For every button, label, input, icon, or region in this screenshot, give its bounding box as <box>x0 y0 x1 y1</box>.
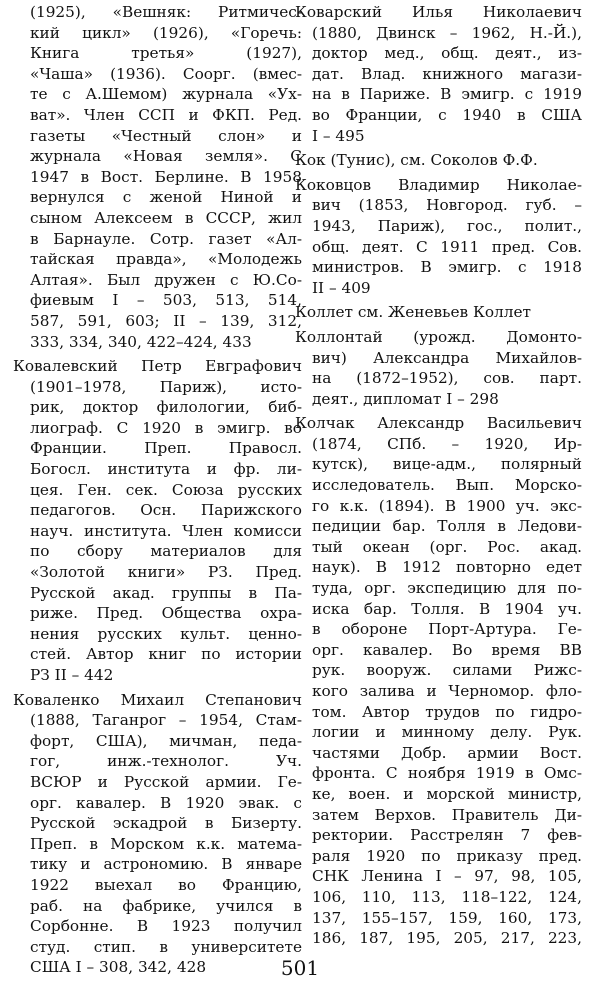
dictionary-entry <box>295 413 582 948</box>
entry-line: Коковцов Владимир Николае- <box>295 175 582 194</box>
entry-line: сыном Алексеем в СССР, жил <box>30 208 302 227</box>
entry-line: газеты «Честный слон» и <box>30 126 302 145</box>
entry-line: Русской акад. группы в Па- <box>30 583 302 602</box>
entry-line: цея. Ген. сек. Союза русских <box>30 480 302 499</box>
entry-line: 333, 334, 340, 422–424, 433 <box>30 332 252 351</box>
entry-line: Коваленко Михаил Степанович <box>13 690 302 709</box>
entry-line: журнала «Новая земля». С <box>30 147 302 166</box>
entry-line: Кок (Тунис), см. Соколов Ф.Ф. <box>295 151 538 170</box>
entry-line: 1947 в Вост. Берлине. В 1958 <box>30 167 302 186</box>
entry-line: 137, 155–157, 159, 160, 173, <box>312 908 582 927</box>
entry-line: кий цикл» (1926), «Горечь: <box>30 23 302 42</box>
entry-line: вич) Александра Михайлов- <box>312 348 582 367</box>
entry-line: рук. вооруж. силами Рижс- <box>312 661 582 680</box>
dictionary-entry <box>295 2 582 146</box>
entry-line: 1943, Париж), гос., полит., <box>312 216 582 235</box>
entry-line: фиевым I – 503, 513, 514, <box>30 291 302 310</box>
entry-line: Колчак Александр Васильевич <box>295 414 582 433</box>
entry-line: (1925), «Вешняк: Ритмичес- <box>30 3 302 21</box>
dictionary-entry <box>295 327 582 409</box>
entry-line: общ. деят. С 1911 пред. Сов. <box>312 237 582 256</box>
entry-line: затем Верхов. Правитель Ди- <box>312 805 582 824</box>
dictionary-entry <box>295 302 582 323</box>
entry-line: доктор мед., общ. деят., из- <box>312 44 582 63</box>
entry-line: Коллет см. Женевьев Коллет <box>295 303 532 322</box>
entry-line: ректории. Расстрелян 7 фев- <box>312 826 582 845</box>
entry-line: дат. Влад. книжного магази- <box>312 64 582 83</box>
entry-line: в Барнауле. Сотр. газет «Ал- <box>30 229 302 248</box>
entry-line: Русской эскадрой в Бизерту. <box>30 814 302 833</box>
entry-line: (1880, Двинск – 1962, Н.-Й.), <box>312 23 582 42</box>
entry-line: наук). В 1912 повторно едет <box>312 558 582 577</box>
entry-line: вернулся с женой Ниной и <box>30 188 302 207</box>
entry-line: Преп. в Морском к.к. матема- <box>30 834 302 853</box>
entry-line: министров. В эмигр. с 1918 <box>312 258 582 277</box>
entry-line: форт, США), мичман, педа- <box>30 731 302 750</box>
entry-line: по сбору материалов для <box>30 542 302 561</box>
entry-line: педиции бар. Толля в Ледови- <box>312 517 582 536</box>
entry-line: исследователь. Вып. Морско- <box>312 476 582 495</box>
entry-line: кутск), вице-адм., полярный <box>312 455 582 474</box>
dictionary-entry <box>30 2 302 352</box>
entry-line: I – 495 <box>312 126 365 145</box>
entry-line: том. Автор трудов по гидро- <box>312 702 582 721</box>
right-column <box>295 2 582 953</box>
entry-line: РЗ II – 442 <box>30 666 114 684</box>
entry-line: (1874, СПб. – 1920, Ир- <box>312 434 582 453</box>
entry-line: Богосл. института и фр. ли- <box>30 460 302 479</box>
entry-line: го к.к. (1894). В 1900 уч. экс- <box>312 496 582 515</box>
entry-line: раб. на фабрике, учился в <box>30 896 302 915</box>
entry-line: тайская правда», «Молодежь <box>30 250 302 269</box>
entry-line: туда, орг. экспедицию для по- <box>312 579 582 598</box>
entry-line: педагогов. Осн. Парижского <box>30 501 302 520</box>
entry-line: частями Добр. армии Вост. <box>312 743 582 762</box>
entry-line: 186, 187, 195, 205, 217, 223, <box>312 929 582 948</box>
entry-line: ВСЮР и Русской армии. Ге- <box>30 772 302 791</box>
entry-line: II – 409 <box>312 278 371 297</box>
entry-line: рик, доктор филологии, биб- <box>30 398 302 417</box>
entry-line: тику и астрономию. В январе <box>30 855 302 874</box>
entry-line: на (1872–1952), сов. парт. <box>312 369 582 388</box>
entry-line: раля 1920 по приказу пред. <box>312 846 582 865</box>
entry-line: США I – 308, 342, 428 <box>30 958 207 977</box>
entry-line: Ковалевский Петр Евграфович <box>13 357 302 376</box>
entry-line: 106, 110, 113, 118–122, 124, <box>312 887 582 906</box>
entry-line: риже. Пред. Общества охра- <box>30 604 302 623</box>
entry-line: 587, 591, 603; II – 139, 312, <box>30 311 302 330</box>
entry-line: тый океан (орг. Рос. акад. <box>312 537 582 556</box>
entry-line: ке, воен. и морской министр, <box>312 784 582 803</box>
entry-line: Сорбонне. В 1923 получил <box>30 917 302 936</box>
dictionary-entry <box>13 356 302 686</box>
entry-line: гог, инж.-технолог. Уч. <box>30 752 302 771</box>
entry-line: иска бар. Толля. В 1904 уч. <box>312 599 582 618</box>
entry-line: логии и минному делу. Рук. <box>312 723 582 742</box>
entry-line: орг. кавалер. Во время ВВ <box>312 640 582 659</box>
entry-line: нения русских культ. ценно- <box>30 624 302 643</box>
dictionary-entry <box>295 150 582 171</box>
entry-line: вич (1853, Новгород. губ. – <box>312 196 582 215</box>
entry-line: фронта. С ноября 1919 в Омс- <box>312 764 582 783</box>
entry-line: (1901–1978, Париж), исто- <box>30 377 302 396</box>
entry-line: на в Париже. В эмигр. с 1919 <box>312 85 582 104</box>
entry-line: (1888, Таганрог – 1954, Стам- <box>30 711 302 730</box>
entry-line: СНК Ленина I – 97, 98, 105, <box>312 867 582 886</box>
entry-line: лиограф. С 1920 в эмигр. во <box>30 418 302 437</box>
entry-line: кого залива и Черномор. фло- <box>312 682 582 700</box>
entry-line: Коварский Илья Николаевич <box>295 3 582 21</box>
entry-line: студ. стип. в университете <box>30 937 302 956</box>
entry-line: те с А.Шемом) журнала «Ух- <box>30 85 302 104</box>
entry-line: Книга третья» (1927), <box>30 44 302 63</box>
dictionary-entry <box>13 690 302 978</box>
entry-line: 1922 выехал во Францию, <box>30 875 302 894</box>
entry-line: Коллонтай (урожд. Домонто- <box>295 327 582 346</box>
entry-line: орг. кавалер. В 1920 эвак. с <box>30 793 302 812</box>
entry-line: стей. Автор книг по истории <box>30 645 302 664</box>
entry-line: во Франции, с 1940 в США <box>312 105 582 124</box>
entry-line: науч. института. Член комисси <box>30 521 302 540</box>
entry-line: «Золотой книги» РЗ. Пред. <box>30 563 302 582</box>
entry-line: ват». Член ССП и ФКП. Ред. <box>30 105 302 124</box>
entry-line: Франции. Преп. Правосл. <box>30 439 302 458</box>
entry-line: в обороне Порт-Артура. Ге- <box>312 620 582 639</box>
left-column <box>13 2 302 982</box>
entry-line: Алтая». Был дружен с Ю.Со- <box>30 270 302 289</box>
entry-line: деят., дипломат I – 298 <box>312 389 499 408</box>
dictionary-entry <box>295 175 582 299</box>
entry-line: «Чаша» (1936). Соорг. (вмес- <box>30 64 302 83</box>
page-number: 501 <box>280 956 320 980</box>
